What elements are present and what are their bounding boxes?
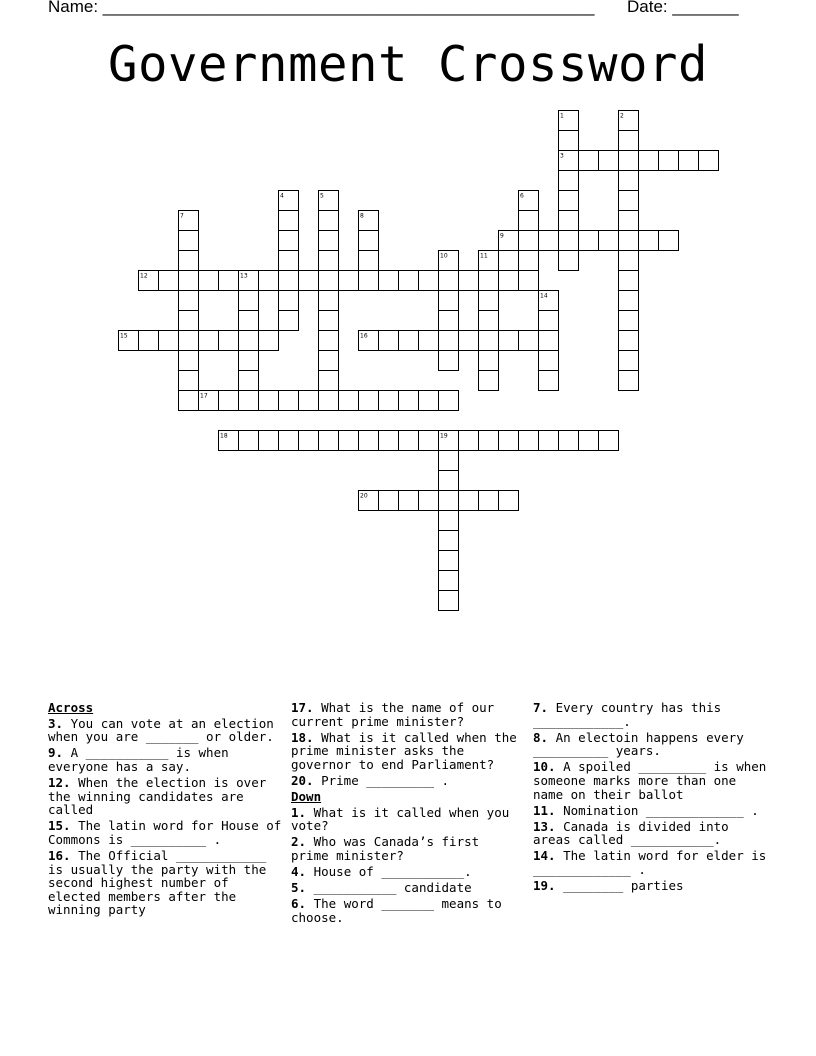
grid-cell[interactable] <box>459 271 479 291</box>
grid-cell[interactable] <box>599 151 619 171</box>
grid-cell[interactable] <box>619 151 639 171</box>
grid-cell[interactable] <box>279 251 299 271</box>
grid-cell[interactable] <box>379 331 399 351</box>
grid-cell[interactable] <box>439 511 459 531</box>
grid-cell[interactable] <box>219 391 239 411</box>
grid-cell[interactable] <box>439 391 459 411</box>
grid-cell[interactable] <box>299 431 319 451</box>
clues-col-2 <box>291 701 523 927</box>
grid-cell[interactable] <box>179 271 199 291</box>
grid-cell[interactable] <box>479 271 499 291</box>
grid-cell[interactable] <box>419 491 439 511</box>
grid-cell[interactable] <box>319 271 339 291</box>
grid-cell[interactable] <box>299 271 319 291</box>
clue-number-14: 14 <box>540 292 548 300</box>
grid-cell[interactable] <box>319 431 339 451</box>
grid-cell[interactable] <box>179 331 199 351</box>
grid-cell[interactable] <box>659 231 679 251</box>
grid-cell[interactable] <box>559 171 579 191</box>
clue-number-12: 12 <box>140 272 148 280</box>
grid-cell[interactable] <box>179 351 199 371</box>
grid-cell[interactable] <box>239 291 259 311</box>
grid-cell[interactable] <box>359 251 379 271</box>
grid-cell[interactable] <box>659 151 679 171</box>
grid-cell[interactable] <box>179 371 199 391</box>
grid-cell[interactable] <box>419 331 439 351</box>
grid-cell[interactable] <box>619 191 639 211</box>
grid-cell[interactable] <box>439 571 459 591</box>
grid-cell[interactable] <box>559 431 579 451</box>
grid-cell[interactable] <box>619 331 639 351</box>
grid-cell[interactable] <box>439 331 459 351</box>
grid-cell[interactable] <box>359 391 379 411</box>
grid-cell[interactable] <box>539 371 559 391</box>
clue-number-16: 16 <box>360 332 368 340</box>
grid-cell[interactable] <box>419 431 439 451</box>
grid-cell[interactable] <box>219 331 239 351</box>
grid-cell[interactable] <box>479 491 499 511</box>
grid-cell[interactable] <box>159 331 179 351</box>
clue-number-17: 17 <box>200 392 208 400</box>
clue-number-13: 13 <box>240 272 248 280</box>
grid-cell[interactable] <box>519 231 539 251</box>
grid-cell[interactable] <box>239 391 259 411</box>
grid-cell[interactable] <box>419 391 439 411</box>
grid-cell[interactable] <box>439 471 459 491</box>
grid-cell[interactable] <box>179 231 199 251</box>
clue-down-5: 5. ___________ candidate <box>291 880 472 896</box>
grid-cell[interactable] <box>559 191 579 211</box>
grid-cell[interactable] <box>319 351 339 371</box>
grid-cell[interactable] <box>159 271 179 291</box>
grid-cell[interactable] <box>679 151 699 171</box>
grid-cell[interactable] <box>399 391 419 411</box>
grid-cell[interactable] <box>479 351 499 371</box>
grid-cell[interactable] <box>439 551 459 571</box>
grid-cell[interactable] <box>439 451 459 471</box>
grid-cell[interactable] <box>179 291 199 311</box>
grid-cell[interactable] <box>699 151 719 171</box>
grid-cell[interactable] <box>259 331 279 351</box>
clue-across-18: 18. What is it called when the prime minister asks the governor to end Parliament? <box>291 729 517 772</box>
grid-cell[interactable] <box>439 351 459 371</box>
grid-cell[interactable] <box>359 231 379 251</box>
grid-cell[interactable] <box>379 391 399 411</box>
grid-cell[interactable] <box>599 231 619 251</box>
grid-cell[interactable] <box>519 431 539 451</box>
grid-cell[interactable] <box>179 251 199 271</box>
down-heading: Down <box>291 789 322 805</box>
grid-cell[interactable] <box>319 251 339 271</box>
clue-number-1: 1 <box>560 112 564 120</box>
grid-cell[interactable] <box>359 271 379 291</box>
grid-cell[interactable] <box>239 351 259 371</box>
clue-number-2: 2 <box>620 112 624 120</box>
clue-down-10: 10. A spoiled _________ is when someone marks more than one name on their ballot <box>533 759 767 802</box>
grid-cell[interactable] <box>279 211 299 231</box>
grid-cell[interactable] <box>499 491 519 511</box>
grid-cell[interactable] <box>279 311 299 331</box>
grid-cell[interactable] <box>479 431 499 451</box>
grid-cell[interactable] <box>399 271 419 291</box>
grid-cell[interactable] <box>519 271 539 291</box>
grid-cell[interactable] <box>539 431 559 451</box>
grid-cell[interactable] <box>179 311 199 331</box>
clue-down-2: 2. Who was Canada’s first prime minister? <box>291 834 480 863</box>
clue-across-12: 12. When the election is over the winning candidates are called <box>48 774 267 818</box>
clue-down-4: 4. House of ___________. <box>291 864 472 880</box>
grid-cell[interactable] <box>539 331 559 351</box>
grid-cell[interactable] <box>139 331 159 351</box>
grid-cell[interactable] <box>279 231 299 251</box>
grid-cell[interactable] <box>579 231 599 251</box>
clue-number-15: 15 <box>120 332 128 340</box>
grid-cell[interactable] <box>479 371 499 391</box>
grid-cell[interactable] <box>619 131 639 151</box>
clue-down-1: 1. What is it called when you vote? <box>291 804 510 834</box>
grid-cell[interactable] <box>499 431 519 451</box>
grid-cell[interactable] <box>279 271 299 291</box>
grid-cell[interactable] <box>239 311 259 331</box>
clue-number-6: 6 <box>520 192 524 200</box>
grid-cell[interactable] <box>539 311 559 331</box>
grid-cell[interactable] <box>439 531 459 551</box>
grid-cell[interactable] <box>479 291 499 311</box>
grid-cell[interactable] <box>619 351 639 371</box>
grid-cell[interactable] <box>619 231 639 251</box>
grid-cell[interactable] <box>619 371 639 391</box>
grid-cell[interactable] <box>239 331 259 351</box>
grid-cell[interactable] <box>559 131 579 151</box>
grid-cell[interactable] <box>259 431 279 451</box>
grid-cell[interactable] <box>199 331 219 351</box>
grid-cell[interactable] <box>519 251 539 271</box>
across-heading: Across <box>48 700 94 715</box>
grid-cell[interactable] <box>559 211 579 231</box>
clue-down-8: 8. An electoin happens every __________ years. <box>533 729 744 759</box>
clue-number-7: 7 <box>180 212 184 220</box>
clues-col-3 <box>533 701 773 895</box>
grid-cell[interactable] <box>259 271 279 291</box>
grid-cell[interactable] <box>579 431 599 451</box>
grid-cell[interactable] <box>219 271 239 291</box>
grid-cell[interactable] <box>379 431 399 451</box>
grid-cell[interactable] <box>439 291 459 311</box>
clue-number-5: 5 <box>320 192 324 200</box>
grid-cell[interactable] <box>259 391 279 411</box>
grid-cell[interactable] <box>479 311 499 331</box>
grid-cell[interactable] <box>399 491 419 511</box>
grid-cell[interactable] <box>459 431 479 451</box>
grid-cell[interactable] <box>359 431 379 451</box>
clue-across-9: 9. A ___________ is when everyone has a say. <box>48 745 229 774</box>
grid-cell[interactable] <box>379 271 399 291</box>
grid-cell[interactable] <box>279 391 299 411</box>
clue-number-8: 8 <box>360 212 364 220</box>
clue-across-3: 3. You can vote at an election when you are _______ or older. <box>48 715 274 745</box>
grid-cell[interactable] <box>499 271 519 291</box>
grid-cell[interactable] <box>539 351 559 371</box>
grid-cell[interactable] <box>239 371 259 391</box>
grid-cell[interactable] <box>319 231 339 251</box>
grid-cell[interactable] <box>339 391 359 411</box>
clue-number-3: 3 <box>560 152 564 160</box>
grid-cell[interactable] <box>559 231 579 251</box>
name-field[interactable]: Name: ____________________________________________________ <box>48 0 595 16</box>
clue-across-16: 16. The Official ____________ is usually the party with the second highest number of elected members after the winning party <box>48 847 267 918</box>
clue-number-4: 4 <box>280 192 284 200</box>
grid-cell[interactable] <box>519 211 539 231</box>
grid-cell[interactable] <box>319 211 339 231</box>
clue-number-10: 10 <box>440 252 448 260</box>
clue-number-20: 20 <box>360 492 368 500</box>
clue-across-17: 17. What is the name of our current prime minister? <box>291 700 495 729</box>
grid-cell[interactable] <box>279 291 299 311</box>
clue-down-11: 11. Nomination _____________ . <box>533 802 759 818</box>
grid-cell[interactable] <box>639 151 659 171</box>
grid-cell[interactable] <box>419 271 439 291</box>
grid-cell[interactable] <box>619 291 639 311</box>
clue-across-20: 20. Prime _________ . <box>291 772 450 788</box>
grid-cell[interactable] <box>479 331 499 351</box>
clue-down-14: 14. The latin word for elder is _____________ . <box>533 848 767 878</box>
clue-down-19: 19. ________ parties <box>533 878 684 894</box>
clue-number-11: 11 <box>480 252 488 260</box>
grid-cell[interactable] <box>319 311 339 331</box>
grid-cell[interactable] <box>579 151 599 171</box>
clue-number-9: 9 <box>500 232 504 240</box>
grid-cell[interactable] <box>379 491 399 511</box>
grid-cell[interactable] <box>239 431 259 451</box>
grid-cell[interactable] <box>319 371 339 391</box>
grid-cell[interactable] <box>459 491 479 511</box>
grid-cell[interactable] <box>439 591 459 611</box>
grid-cell[interactable] <box>439 311 459 331</box>
grid-cell[interactable] <box>539 231 559 251</box>
grid-cell[interactable] <box>459 331 479 351</box>
grid-cell[interactable] <box>619 271 639 291</box>
grid-cell[interactable] <box>339 431 359 451</box>
grid-cell[interactable] <box>519 331 539 351</box>
grid-cell[interactable] <box>299 391 319 411</box>
grid-cell[interactable] <box>319 391 339 411</box>
clue-number-18: 18 <box>220 432 228 440</box>
clue-down-6: 6. The word _______ means to choose. <box>291 896 502 925</box>
grid-cell[interactable] <box>599 431 619 451</box>
clue-across-15: 15. The latin word for House of Commons is __________ . <box>48 818 282 847</box>
grid-cell[interactable] <box>399 331 419 351</box>
clues-col-1 <box>48 701 283 919</box>
grid-cell[interactable] <box>179 391 199 411</box>
grid-cell[interactable] <box>319 331 339 351</box>
grid-cell[interactable] <box>619 251 639 271</box>
grid-cell[interactable] <box>279 431 299 451</box>
grid-cell[interactable] <box>619 311 639 331</box>
grid-cell[interactable] <box>319 291 339 311</box>
grid-cell[interactable] <box>639 231 659 251</box>
page-title: Government Crossword <box>107 36 708 93</box>
clue-number-19: 19 <box>440 432 448 440</box>
grid-cell[interactable] <box>339 271 359 291</box>
clue-down-13: 13. Canada is divided into areas called ___________. <box>533 818 729 848</box>
grid-cell[interactable] <box>399 431 419 451</box>
grid-cell[interactable] <box>619 171 639 191</box>
grid-cell[interactable] <box>439 271 459 291</box>
grid-cell[interactable] <box>559 251 579 271</box>
grid-cell[interactable] <box>439 491 459 511</box>
date-field[interactable]: Date: _______ <box>627 0 739 16</box>
grid-cell[interactable] <box>499 331 519 351</box>
grid-cell[interactable] <box>199 271 219 291</box>
clue-down-7: 7. Every country has this ____________. <box>533 700 722 729</box>
grid-cell[interactable] <box>619 211 639 231</box>
